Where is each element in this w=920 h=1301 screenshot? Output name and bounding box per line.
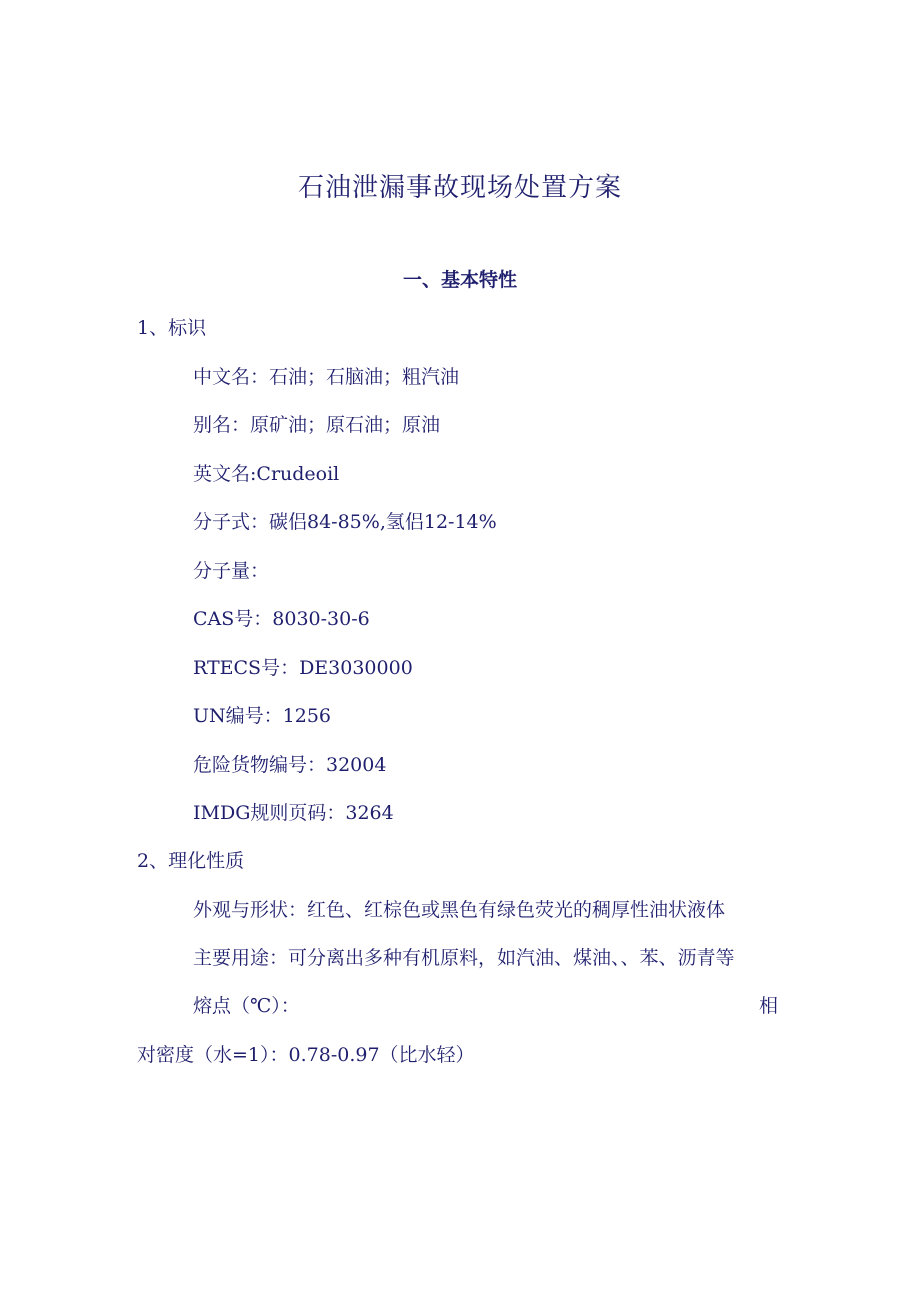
field-relative-density: 对密度（水=1）：0.78-0.97（比水轻） [137,1044,475,1066]
field-relative-prefix: 相 [758,995,778,1017]
field-dangerous-goods-number: 危险货物编号：32004 [193,754,387,776]
field-melting-point-row [193,990,778,1022]
field-molecular-formula: 分子式：碳侣84-85%,氢侣12-14% [193,511,497,533]
field-english-name: 英文名:Crudeoil [193,463,340,485]
field-imdg-page: IMDG规则页码：3264 [193,802,394,824]
subheading-identification: 1、标识 [137,317,207,339]
field-alias: 别名：原矿油；原石油；原油 [193,414,441,436]
field-main-use: 主要用途：可分离出多种有机原料，如汽油、煤油、、苯、沥青等 [193,947,735,969]
field-cas-number: CAS号：8030-30-6 [193,608,370,630]
subheading-physicochemical: 2、理化性质 [137,850,245,872]
field-appearance: 外观与形状：红色、红棕色或黑色有绿色荧光的稠厚性油状液体 [193,899,726,921]
document-title: 石油泄漏事故现场处置方案 [297,173,622,203]
field-melting-point: 熔点（℃）： [193,995,300,1017]
field-chinese-name: 中文名：石油；石脑油；粗汽油 [193,366,460,388]
field-molecular-weight: 分子量： [193,560,270,582]
section-heading-basic-properties: 一、基本特性 [402,269,517,291]
field-rtecs-number: RTECS号：DE3030000 [193,657,413,679]
field-un-number: UN编号：1256 [193,705,331,727]
